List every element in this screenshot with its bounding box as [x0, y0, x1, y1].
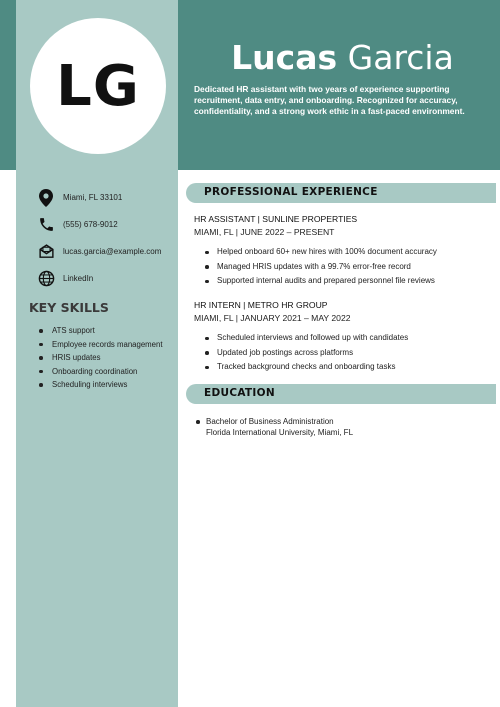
- contact-email: [36, 238, 176, 265]
- experience-heading: PROFESSIONAL EXPERIENCE: [204, 186, 378, 198]
- professional-summary: Dedicated HR assistant with two years of experience supporting recruitment, data entry, and onboarding. Recognized for accuracy, confidentiality, and a strong work ethic in a fast-paced environment.: [194, 84, 465, 116]
- skills-heading: KEY SKILLS: [29, 300, 109, 315]
- education-heading: EDUCATION: [204, 387, 275, 399]
- list-item: Onboarding coordination: [38, 365, 163, 379]
- job-meta: MIAMI, FL | JUNE 2022 – PRESENT: [194, 227, 335, 237]
- last-name: Garcia: [347, 38, 454, 77]
- phone-icon: [36, 215, 56, 235]
- globe-icon: [36, 269, 56, 289]
- job-title: HR INTERN | METRO HR GROUP: [194, 300, 328, 310]
- contact-linkedin: [36, 265, 176, 292]
- email-icon: [36, 242, 56, 262]
- school: Florida International University, Miami, FL: [206, 428, 354, 437]
- education-entry: [196, 416, 353, 438]
- job-title: HR ASSISTANT | SUNLINE PROPERTIES: [194, 214, 358, 224]
- contact-location: [36, 184, 176, 211]
- job-meta: MIAMI, FL | JANUARY 2021 – MAY 2022: [194, 313, 351, 323]
- bullet-dot: [196, 420, 200, 424]
- experience-section-bar: [186, 183, 496, 203]
- avatar: [30, 18, 166, 154]
- list-item: ATS support: [38, 324, 163, 338]
- list-item: Tracked background checks and onboarding tasks: [204, 360, 408, 375]
- job-bullets: [204, 331, 408, 375]
- location-pin-icon: [36, 188, 56, 208]
- list-item: Managed HRIS updates with a 99.7% error-free record: [204, 260, 437, 275]
- contact-list: [36, 184, 176, 292]
- candidate-name: [200, 38, 485, 77]
- initials: LG: [56, 53, 140, 119]
- job-bullets: [204, 245, 437, 289]
- list-item: Supported internal audits and prepared personnel file reviews: [204, 274, 437, 289]
- email-text[interactable]: lucas.garcia@example.com: [63, 247, 162, 256]
- list-item: HRIS updates: [38, 351, 163, 365]
- phone-text: (555) 678-9012: [63, 220, 118, 229]
- list-item: Updated job postings across platforms: [204, 346, 408, 361]
- list-item: Scheduled interviews and followed up with candidates: [204, 331, 408, 346]
- skills-list: [38, 324, 163, 392]
- location-text: Miami, FL 33101: [63, 193, 123, 202]
- list-item: Helped onboard 60+ new hires with 100% document accuracy: [204, 245, 437, 260]
- list-item: Scheduling interviews: [38, 378, 163, 392]
- education-section-bar: [186, 384, 496, 404]
- contact-phone: [36, 211, 176, 238]
- degree: Bachelor of Business Administration: [206, 417, 334, 426]
- list-item: Employee records management: [38, 338, 163, 352]
- linkedin-link[interactable]: LinkedIn: [63, 274, 94, 283]
- first-name: Lucas: [231, 38, 338, 77]
